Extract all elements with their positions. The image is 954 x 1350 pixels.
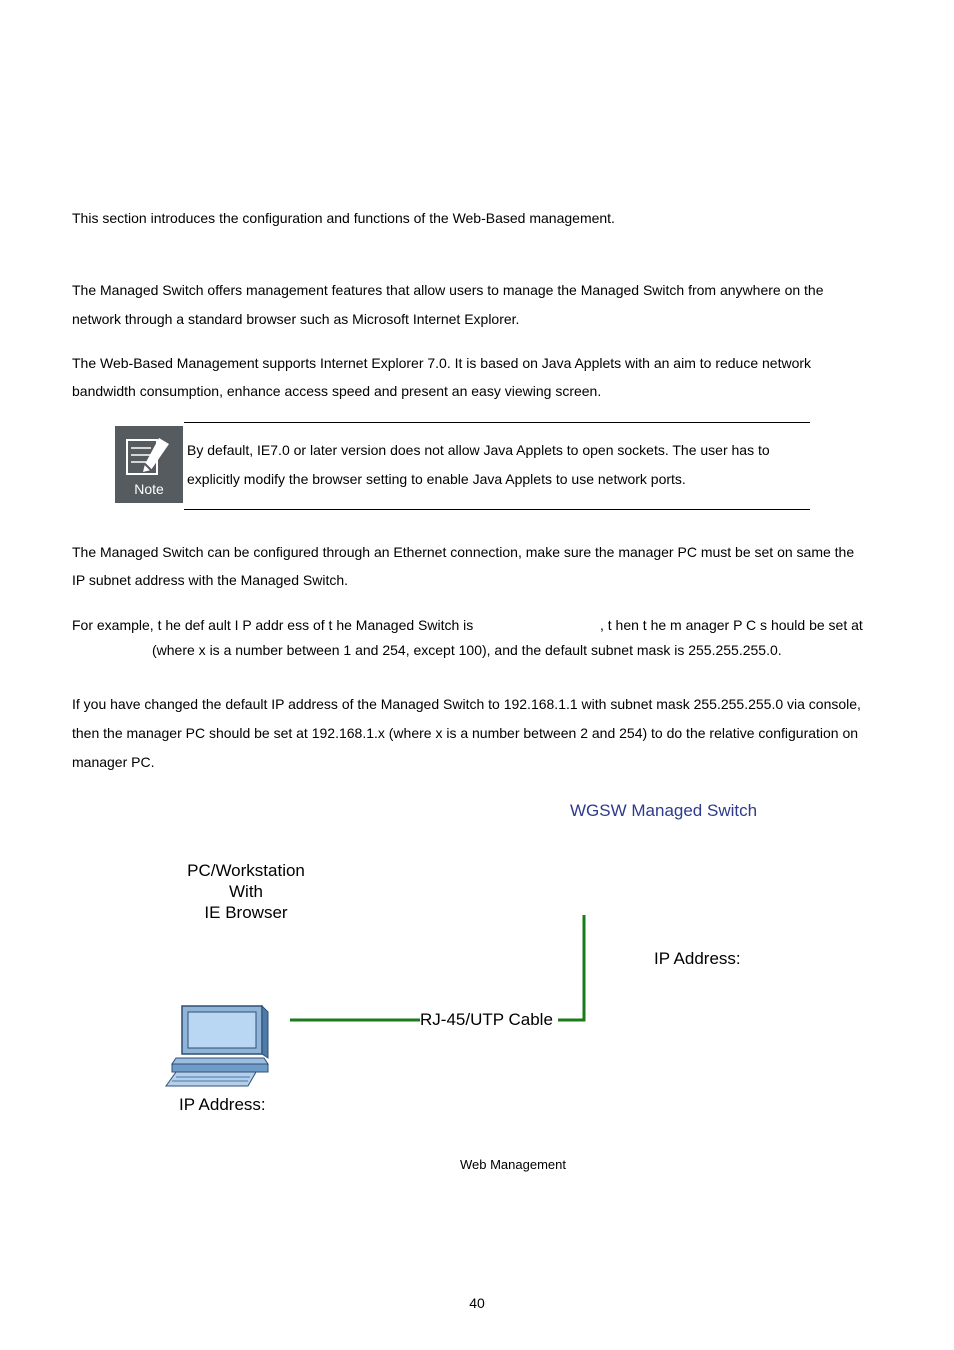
- para4-line1a: For example, t he def ault I P addr ess of t he Managed Switch is: [72, 617, 474, 633]
- page-number: 40: [469, 1295, 485, 1311]
- para5-line2: then the manager PC should be set at 192.168.1.x (where x is a number between 2 and 254) to do the relative configuration on: [72, 725, 859, 741]
- switch-title: WGSW Managed Switch: [570, 801, 758, 820]
- note-line1: By default, IE7.0 or later version does not allow Java Applets to open sockets. The user has to: [187, 442, 770, 458]
- pc-label-line1: PC/Workstation: [187, 861, 305, 880]
- para4-line2: (where x is a number between 1 and 254, except 100), and the default subnet mask is 255.255.255.0.: [152, 642, 782, 658]
- computer-icon: [164, 1002, 270, 1088]
- para2-line2: bandwidth consumption, enhance access speed and present an easy viewing screen.: [72, 383, 602, 399]
- para1-line1: The Managed Switch offers management features that allow users to manage the Managed Switch from anywhere on the: [72, 282, 824, 298]
- note-icon: [115, 426, 183, 503]
- intro-text: This section introduces the configuration and functions of the Web-Based management.: [72, 210, 615, 226]
- para2-line1: The Web-Based Management supports Internet Explorer 7.0. It is based on Java Applets with an aim to reduce network: [72, 355, 812, 371]
- para5-line3: manager PC.: [72, 754, 155, 770]
- pc-ip-label: IP Address:: [179, 1095, 266, 1114]
- note-bottom-rule: [184, 509, 810, 510]
- para4-line1b: , t hen t he m anager P C s hould be set at: [600, 617, 863, 633]
- note-line2: explicitly modify the browser setting to enable Java Applets to use network ports.: [187, 471, 686, 487]
- pc-label-line2: With: [229, 882, 263, 901]
- pc-label-line3: IE Browser: [204, 903, 288, 922]
- para3-line1: The Managed Switch can be configured through an Ethernet connection, make sure the manager PC must be set on same the: [72, 544, 855, 560]
- para5-line1: If you have changed the default IP address of the Managed Switch to 192.168.1.1 with subnet mask 255.255.255.0 via console,: [72, 696, 861, 712]
- para1-line2: network through a standard browser such as Microsoft Internet Explorer.: [72, 311, 520, 327]
- note-top-rule: [184, 422, 810, 423]
- switch-ip-label: IP Address:: [654, 949, 741, 968]
- cable-label: RJ-45/UTP Cable: [420, 1010, 553, 1029]
- note-icon-label: Note: [134, 481, 164, 497]
- para3-line2: IP subnet address with the Managed Switch.: [72, 572, 349, 588]
- figure-caption: Web Management: [460, 1157, 566, 1172]
